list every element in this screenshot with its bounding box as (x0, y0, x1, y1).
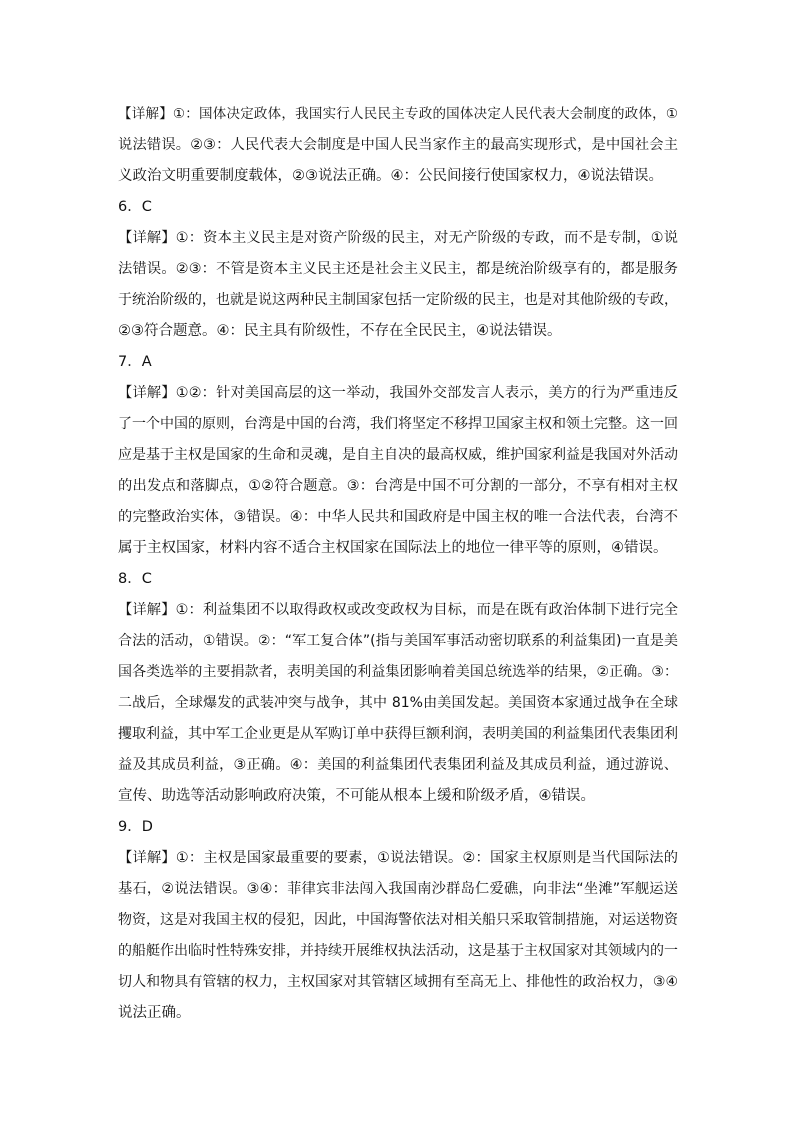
text-line: 【详解】①：主权是国家最重要的要素，①说法错误。②：国家主权原则是当代国际法的 (118, 850, 678, 866)
text-line: 说法错误。②③：人民代表大会制度是中国人民当家作主的最高实现形式，是中国社会主 (118, 137, 678, 153)
question-number-9: 9．D (118, 819, 153, 835)
text-line: 了一个中国的原则，台湾是中国的台湾，我们将坚定不移捍卫国家主权和领土完整。这一回 (118, 416, 678, 432)
text-line: 【详解】①②：针对美国高层的这一举动，我国外交部发言人表示，美方的行为严重违反 (118, 385, 678, 401)
text-line: 益及其成员利益，③正确。④：美国的利益集团代表集团利益及其成员利益，通过游说、 (118, 757, 678, 773)
answer-explanations (118, 99, 678, 1029)
text-line: 二战后，全球爆发的武装冲突与战争，其中 81%由美国发起。美国资本家通过战争在全球 (118, 695, 678, 711)
question-number-8: 8．C (118, 571, 152, 587)
text-line: 法错误。②③：不管是资本主义民主还是社会主义民主，都是统治阶级享有的，都是服务 (118, 261, 678, 277)
text-line: 【详解】①：利益集团不以取得政权或改变政权为目标，而是在既有政治体制下进行完全 (118, 602, 678, 618)
text-line: 的船艇作出临时性特殊安排，并持续开展维权执法活动，这是基于主权国家对其领域内的一 (118, 943, 678, 959)
text-line: 【详解】①：国体决定政体，我国实行人民民主专政的国体决定人民代表大会制度的政体，① (118, 106, 678, 122)
text-line: 攫取利益，其中军工企业更是从军购订单中获得巨额利润，表明美国的利益集团代表集团利 (118, 726, 678, 742)
text-line: 的出发点和落脚点，①②符合题意。③：台湾是中国不可分割的一部分，不享有相对主权 (118, 478, 678, 494)
text-line: 于统治阶级的，也就是说这两种民主制国家包括一定阶级的民主，也是对其他阶级的专政， (118, 292, 678, 308)
text-line: 基石，②说法错误。③④：菲律宾非法闯入我国南沙群岛仁爱礁，向非法“坐滩”军舰运送 (118, 881, 678, 897)
text-line: 的完整政治实体，③错误。④：中华人民共和国政府是中国主权的唯一合法代表，台湾不 (118, 509, 678, 525)
text-line: 说法正确。 (118, 1005, 191, 1021)
text-line: 应是基于主权是国家的生命和灵魂，是自主自决的最高权威，维护国家利益是我国对外活动 (118, 447, 678, 463)
text-line: 义政治文明重要制度载体，②③说法正确。④：公民间接行使国家权力，④说法错误。 (118, 168, 663, 184)
text-line: 宣传、助选等活动影响政府决策，不可能从根本上缓和阶级矛盾，④错误。 (118, 788, 595, 804)
text-line: 合法的活动，①错误。②：“军工复合体”(指与美国军事活动密切联系的利益集团)一直是美 (118, 633, 678, 649)
text-line: 【详解】①：资本主义民主是对资产阶级的民主，对无产阶级的专政，而不是专制，①说 (118, 230, 678, 246)
text-line: 国各类选举的主要捐款者，表明美国的利益集团影响着美国总统选举的结果，②正确。③： (118, 664, 678, 680)
text-line: 物资，这是对我国主权的侵犯，因此，中国海警依法对相关船只采取管制措施，对运送物资 (118, 912, 678, 928)
text-line: ②③符合题意。④：民主具有阶级性，不存在全民民主，④说法错误。 (118, 323, 562, 339)
text-line: 属于主权国家，材料内容不适合主权国家在国际法上的地位一律平等的原则，④错误。 (118, 540, 668, 556)
text-line: 切人和物具有管辖的权力，主权国家对其管辖区域拥有至高无上、排他性的政治权力，③④ (118, 974, 678, 990)
question-number-6: 6．C (118, 199, 152, 215)
question-number-7: 7．A (118, 354, 152, 370)
